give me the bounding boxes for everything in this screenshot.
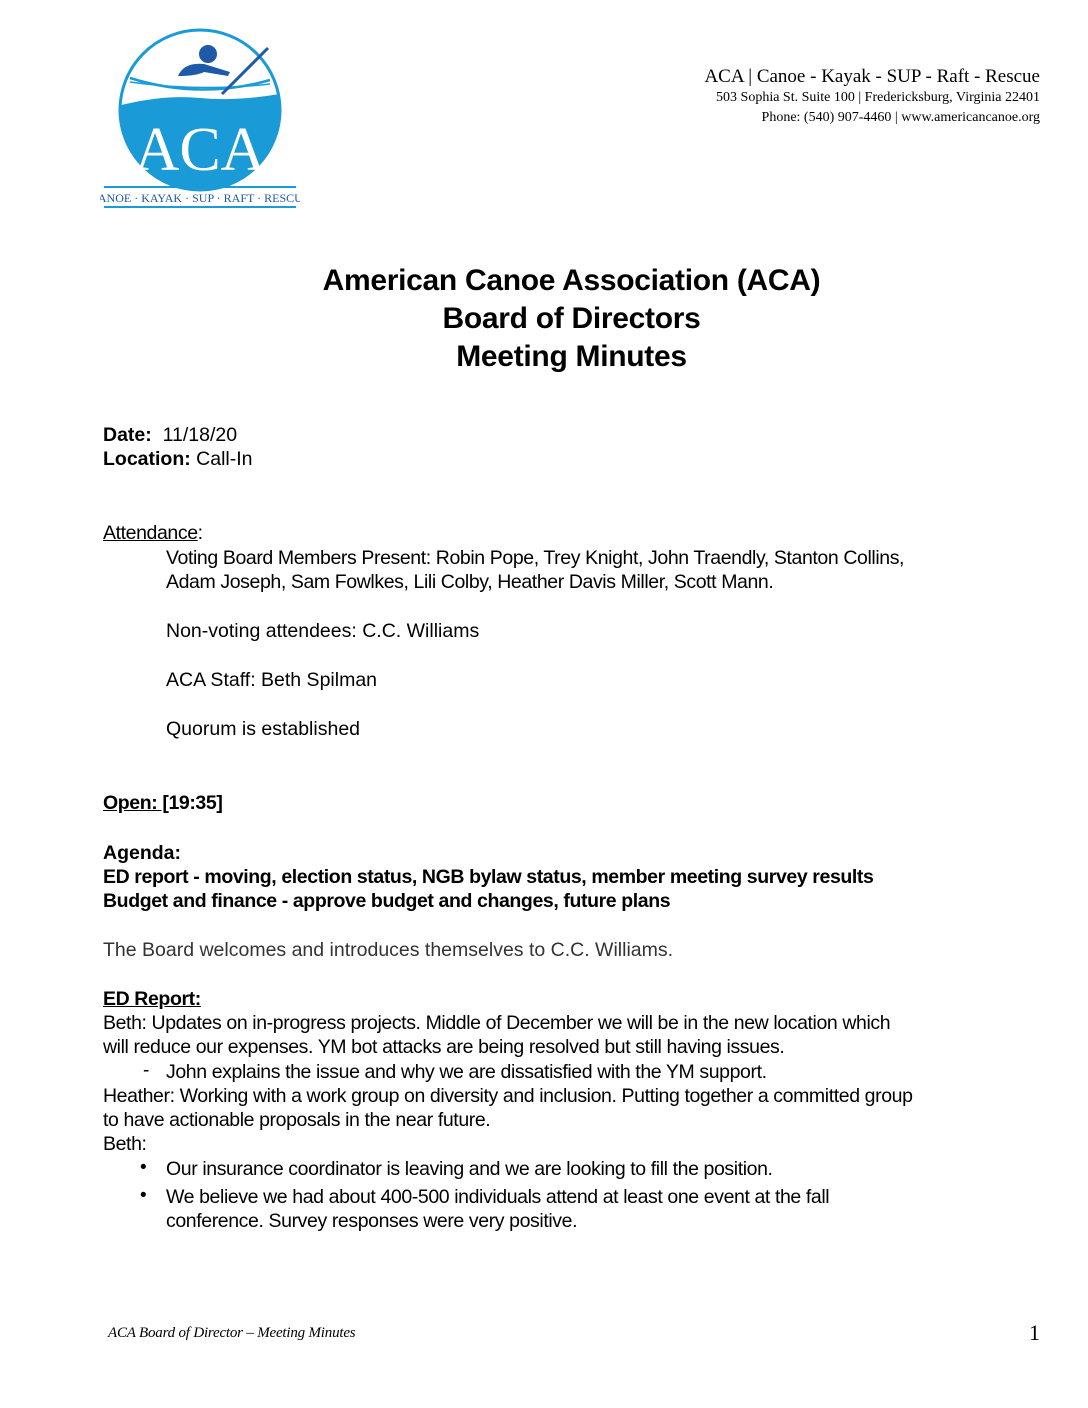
voting-members-line-1: Voting Board Members Present: Robin Pope, Trey Knight, John Traendly, Stanton Collins, bbox=[166, 547, 905, 569]
open-time-value: 19:35] bbox=[168, 792, 223, 814]
agenda-item: Budget and finance - approve budget and changes, future plans bbox=[103, 890, 671, 912]
page-number: 1 bbox=[1029, 1320, 1040, 1345]
title-line-2: Board of Directors bbox=[442, 302, 701, 335]
ed-report-heading: ED Report: bbox=[103, 988, 201, 1010]
non-voting-attendees: Non-voting attendees: C.C. Williams bbox=[166, 620, 480, 642]
open-time bbox=[103, 791, 222, 815]
agenda-heading: Agenda: bbox=[103, 842, 181, 864]
agenda-item: ED report - moving, election status, NGB bylaw status, member meeting survey results bbox=[103, 866, 874, 888]
footer-title: ACA Board of Director – Meeting Minutes bbox=[108, 1325, 356, 1341]
date-value: 11/18/20 bbox=[162, 424, 238, 446]
ed-report-beth-label: Beth: bbox=[103, 1133, 147, 1155]
welcome-statement: The Board welcomes and introduces themselves to C.C. Williams. bbox=[103, 939, 674, 961]
location-label: Location: bbox=[103, 448, 191, 470]
title-line-1: American Canoe Association (ACA) bbox=[322, 264, 821, 297]
attendance-heading: Attendance: bbox=[103, 522, 203, 544]
ed-report-heather-line-1: Heather: Working with a work group on diversity and inclusion. Putting together a committed group bbox=[103, 1085, 913, 1107]
bullet-icon: • bbox=[140, 1185, 147, 1206]
open-label: Open: [ bbox=[103, 792, 169, 814]
aca-logo bbox=[100, 28, 300, 210]
svg-text:ACA: ACA bbox=[134, 116, 266, 184]
aca-staff: ACA Staff: Beth Spilman bbox=[166, 669, 378, 691]
letterhead bbox=[704, 66, 1040, 128]
document-title bbox=[0, 262, 1088, 376]
letterhead-org: ACA | Canoe - Kayak - SUP - Raft - Rescue bbox=[704, 66, 1040, 87]
letterhead-contact: Phone: (540) 907-4460 | www.americancanoe.org bbox=[761, 110, 1040, 125]
voting-members-line-2: Adam Joseph, Sam Fowlkes, Lili Colby, Heather Davis Miller, Scott Mann. bbox=[166, 571, 774, 593]
aca-logo-icon bbox=[100, 28, 300, 210]
ed-report-john: John explains the issue and why we are dissatisfied with the YM support. bbox=[166, 1061, 767, 1083]
date-label: Date: bbox=[103, 424, 152, 446]
title-line-3: Meeting Minutes bbox=[456, 340, 687, 373]
quorum-statement: Quorum is established bbox=[166, 718, 361, 740]
letterhead-address: 503 Sophia St. Suite 100 | Fredericksburg, Virginia 22401 bbox=[716, 90, 1040, 105]
ed-report-beth-line-2: will reduce our expenses. YM bot attacks are being resolved but still having issues. bbox=[103, 1036, 785, 1058]
location-row bbox=[103, 447, 253, 471]
date-row bbox=[103, 423, 237, 447]
bullet-item-continuation: conference. Survey responses were very positive. bbox=[166, 1210, 578, 1232]
location-value: Call-In bbox=[196, 448, 253, 470]
ed-report-beth-line-1: Beth: Updates on in-progress projects. Middle of December we will be in the new location which bbox=[103, 1012, 891, 1034]
dash-marker: - bbox=[143, 1060, 150, 1081]
bullet-icon: • bbox=[140, 1157, 147, 1178]
bullet-item: We believe we had about 400-500 individuals attend at least one event at the fall bbox=[166, 1186, 830, 1208]
ed-report-heather-line-2: to have actionable proposals in the near future. bbox=[103, 1109, 491, 1131]
bullet-item: Our insurance coordinator is leaving and we are looking to fill the position. bbox=[166, 1158, 773, 1180]
svg-text:CANOE · KAYAK · SUP · RAFT · R: CANOE · KAYAK · SUP · RAFT · RESCUE bbox=[100, 191, 300, 205]
